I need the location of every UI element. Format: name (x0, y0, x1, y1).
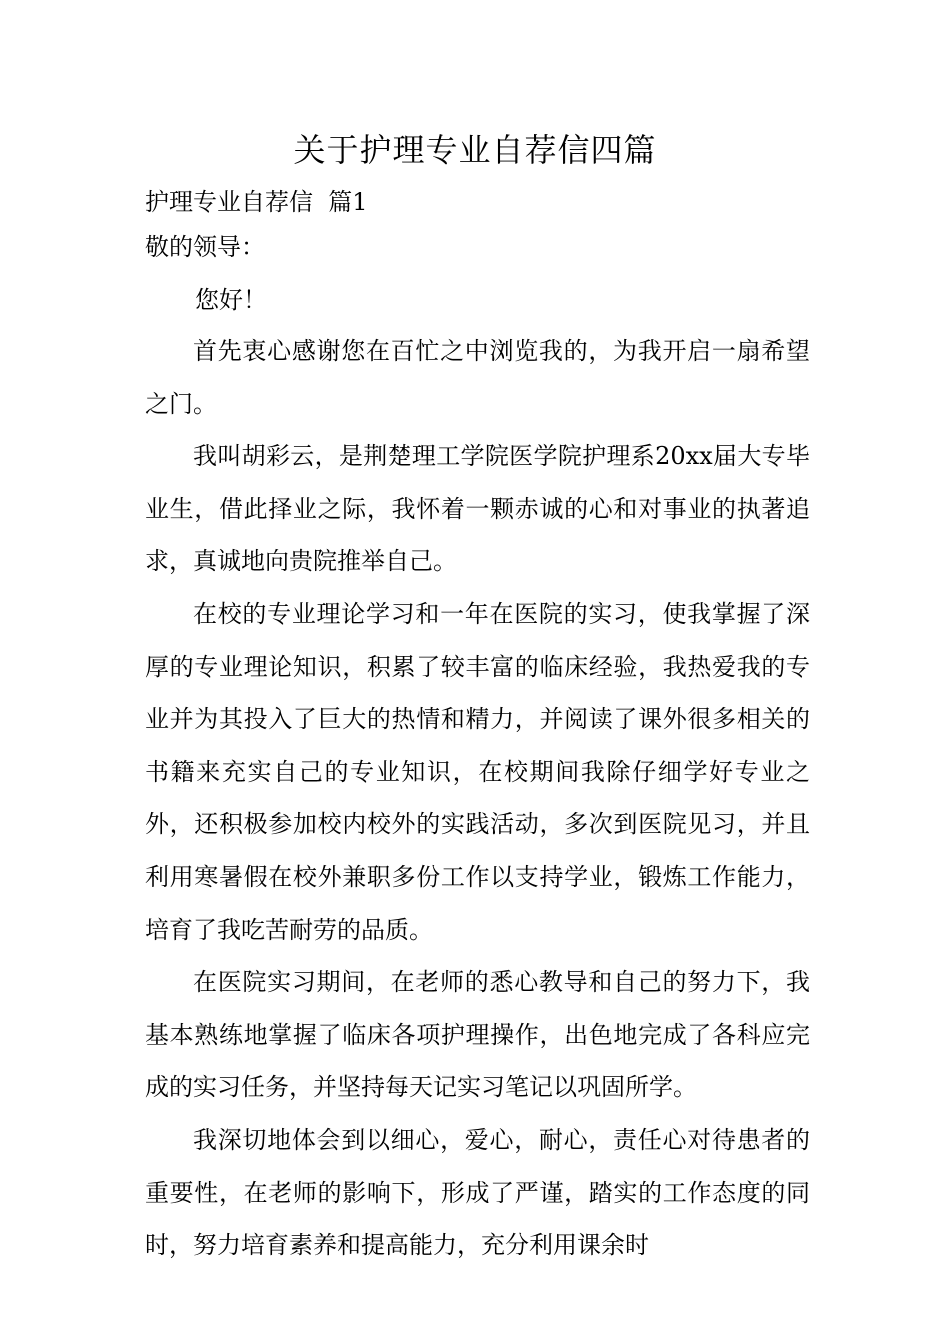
paragraph-3: 在校的专业理论学习和一年在医院的实习，使我掌握了深厚的专业理论知识，积累了较丰富的临床经验，我热爱我的专业并为其投入了巨大的热情和精力，并阅读了课外很多相关的书籍来充实自己的专业知识，在校期间我除仔细学好专业之外，还积极参加校内校外的实践活动，多次到医院见习，并且利用寒暑假在校外兼职多份工作以支持学业，锻炼工作能力，培育了我吃苦耐劳的品质。 (145, 599, 810, 944)
salutation: 敬的领导： (145, 233, 265, 261)
paragraph-1: 首先衷心感谢您在百忙之中浏览我的，为我开启一扇希望之门。 (145, 337, 810, 418)
paragraph-2: 我叫胡彩云，是荆楚理工学院医学院护理系20xx届大专毕业生，借此择业之际，我怀着一颗赤诚的心和对事业的执著追求，真诚地向贵院推举自己。 (145, 442, 810, 576)
paragraph-4: 在医院实习期间，在老师的悉心教导和自己的努力下，我基本熟练地掌握了临床各项护理操作，出色地完成了各科应完成的实习任务，并坚持每天记实习笔记以巩固所学。 (145, 968, 810, 1102)
paragraph-5: 我深切地体会到以细心，爱心，耐心，责任心对待患者的重要性，在老师的影响下，形成了严谨，踏实的工作态度的同时，努力培育素养和提高能力，充分利用课余时 (145, 1125, 810, 1260)
section-heading: 护理专业自荐信 篇1 (145, 188, 368, 216)
greeting: 您好！ (195, 286, 267, 314)
document-body (145, 180, 810, 1272)
document-title: 关于护理专业自荐信四篇 (293, 131, 657, 169)
